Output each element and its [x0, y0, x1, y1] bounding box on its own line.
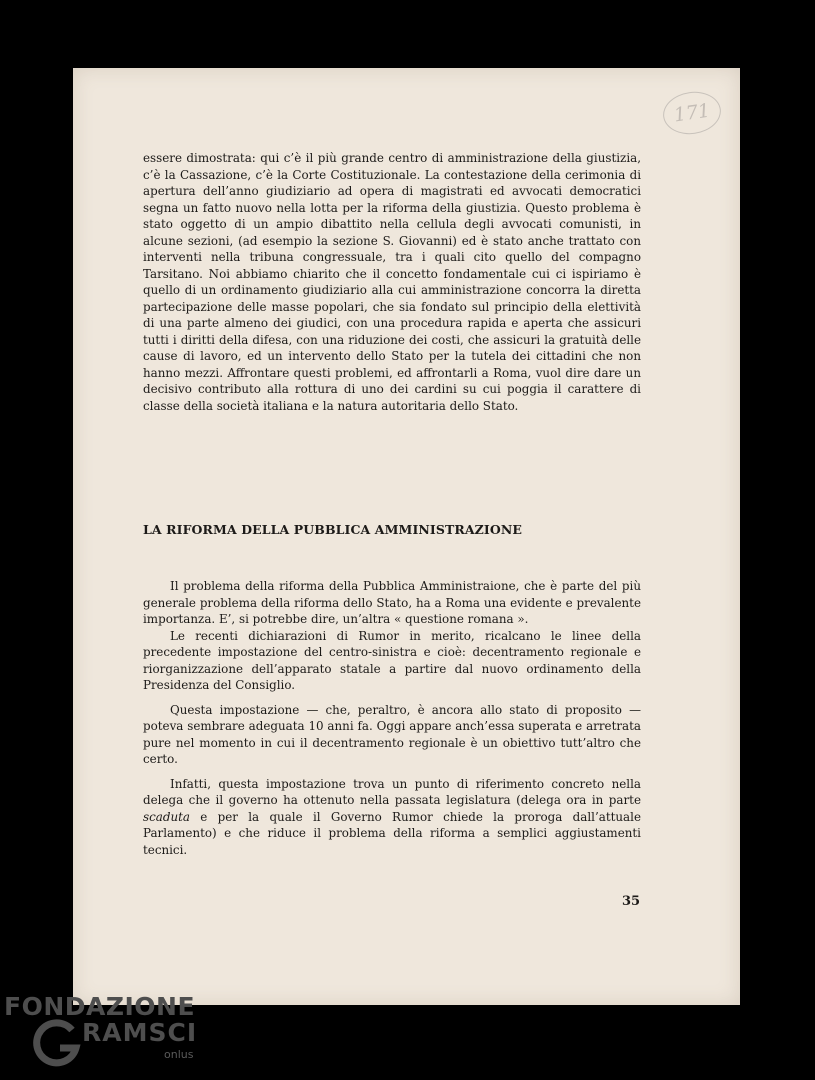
fondazione-gramsci-watermark: [4, 992, 204, 1072]
page-number: 35: [622, 894, 641, 909]
paragraph-1: Il problema della riforma della Pubblica Amministraione, che è parte del più generale problema della riforma dello Stato, ha a Roma una evidente e prevalente importanza. E’, si potrebbe dire, un’altra « questione romana ».: [143, 579, 641, 626]
watermark-line1: FONDAZIONE: [4, 992, 196, 1021]
watermark-line2: RAMSCI: [82, 1018, 198, 1047]
paragraph-4-text-a: Infatti, questa impostazione trova un punto di riferimento concreto nella delega che il governo ha ottenuto nella passata legislatura (delega ora in parte: [143, 776, 641, 807]
paragraph-4-italic: scaduta: [143, 809, 190, 824]
paragraph-4-text-b: e per la quale il Governo Rumor chiede la proroga dall’attuale Parlamento) e che riduce il problema della riforma a semplici aggiustamenti tecnici.: [143, 809, 641, 857]
paragraph-2: Le recenti dichiarazioni di Rumor in merito, ricalcano le linee della precedente impostazione del centro-sinistra e cioè: decentramento regionale e riorganizzazione dell’apparato statale a partire dal nuovo ordinamento della Presidenza del Consiglio.: [143, 628, 641, 692]
watermark-sub: onlus: [164, 1048, 194, 1061]
body-paragraph-intro: essere dimostrata: qui c’è il più grande centro di amministrazione della giustizia, c’è la Cassazione, c’è la Corte Costituzionale. La contestazione della cerimonia di apertura dell’anno giudiziario ad opera di magistrati ed avvocati democratici segna un fatto nuovo nella lotta per la riforma della giustizia. Questo problema è stato oggetto di un ampio dibattito nella cellula degli avvocati comunisti, in alcune sezioni, (ad esempio la sezione S. Giovanni) ed è stato anche trattato con interventi nella tribuna congressuale, tra i quali cito quello del compagno Tarsitano. Noi abbiamo chiarito che il concetto fondamentale cui ci ispiriamo è quello di un ordinamento giudiziario alla cui amministrazione concorra la diretta partecipazione delle masse popolari, che sia fondato sul principio della elettività di una parte almeno dei giudici, con una procedura rapida e aperta che assicuri tutti i diritti della difesa, con una riduzione dei costi, che assicuri la gratuità delle cause di lavoro, ed un intervento dello Stato per la tutela dei cittadini che non hanno mezzi. Affrontare questi problemi, ed affrontarli a Roma, vuol dire dare un decisivo contributo alla rottura di uno dei cardini su cui poggia il carattere di classe della società italiana e la natura autoritaria dello Stato.: [143, 151, 641, 413]
handwritten-page-annotation: 171: [660, 88, 723, 138]
document-page: [73, 68, 740, 1005]
paragraph-3: Questa impostazione — che, peraltro, è ancora allo stato di proposito — poteva sembrare adeguata 10 anni fa. Oggi appare anch’essa superata e arretrata pure nel momento in cui il decentramento regionale è un obiettivo tutt’altro che certo.: [143, 702, 641, 766]
gramsci-g-logo-icon: [32, 1018, 84, 1070]
section-body: [143, 578, 641, 866]
paragraph-4: [143, 776, 641, 859]
section-heading: LA RIFORMA DELLA PUBBLICA AMMINISTRAZIONE: [143, 522, 522, 537]
